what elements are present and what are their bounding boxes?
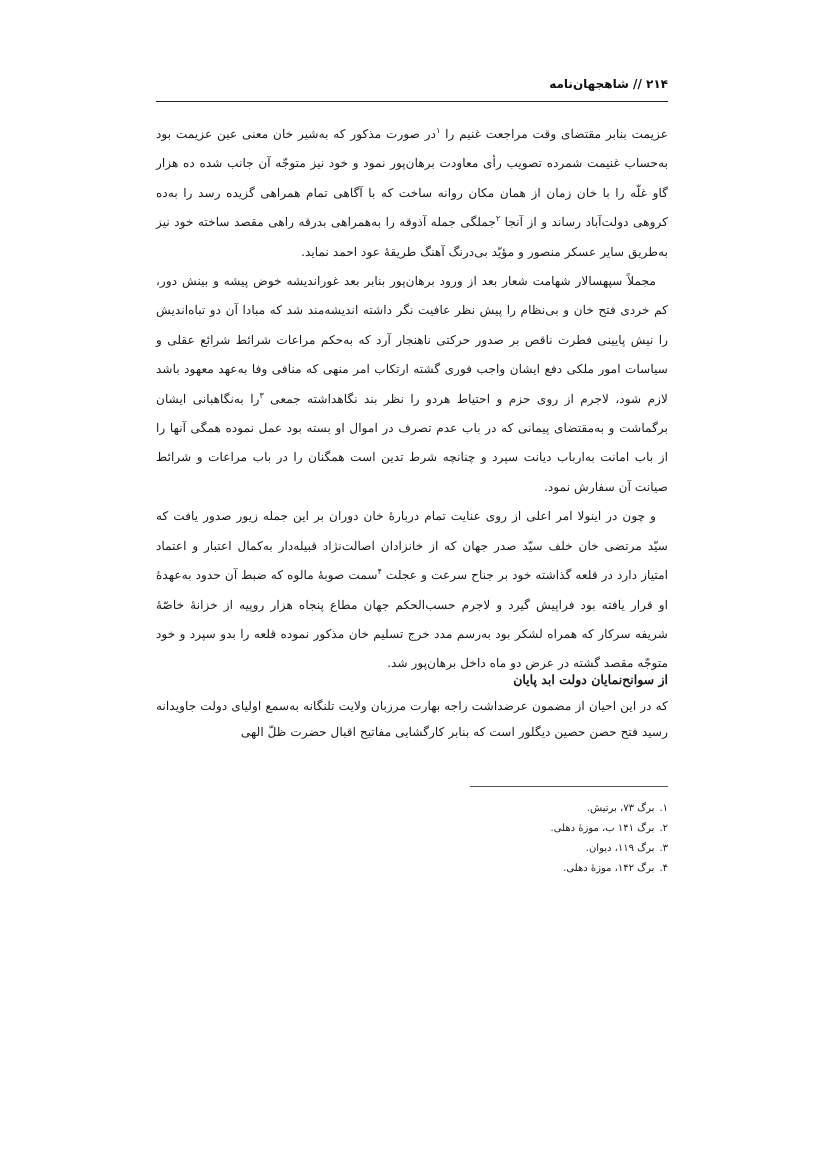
footnote-ref-1[interactable]: ۱	[436, 125, 441, 135]
paragraph-2	[156, 267, 668, 502]
footnote-ref-2[interactable]: ۲	[495, 214, 501, 224]
footnote-item	[156, 799, 668, 819]
footnote-text: برگ ۷۳، برتیش.	[586, 803, 655, 814]
footnote-text: برگ ۱۱۹، دیوان.	[585, 843, 655, 854]
footnote-ref-4[interactable]: ۴	[377, 567, 382, 577]
section-heading: از سوانح‌نمایان دولت ابد پایان	[513, 672, 668, 687]
footnote-number: ۴.	[659, 863, 668, 874]
paragraph-3	[156, 502, 668, 678]
paragraph-2-text-a: مجملاً سپهسالار شهامت شعار بعد از ورود برهان‌پور بنابر بعد غوراندیشه خوض پیشه و بینش دور، کم خردی فتح خان و بی‌نظام را پیش نظر عافیت نگر داشته اندیشه‌مند شد که مبادا آن دو تباه‌اندیش را نیش پایینی فطرت ناقص بر صدور حرکتی ناهنجار آرد که به‌حکم مراعات شرائط شرائع عقلی و سیاسات امور ملکی دفع ایشان واجب فوری گشته ارتکاب امر منهی که منافی وفا به‌عهد معهود باشد لازم شود، لاجرم از روی حزم و احتیاط هردو را نظر بند نگاهداشته جمعی	[156, 274, 668, 406]
header-rule	[156, 101, 668, 102]
footnote-number: ۱.	[659, 803, 668, 814]
section-paragraph: که در این احیان از مضمون عرضداشت راجه بهارت مرزبان ولایت تلنگانه به‌سمع اولیای دولت جاویدانه رسید فتح حصن حصین دیگلور است که بنابر کارگشایی مفاتیح اقبال حضرت ظلّ الهی	[156, 699, 668, 739]
footnote-number: ۲.	[659, 823, 668, 834]
paragraph-1-text-c: جملگی جمله آذوقه را به‌همراهی بدرقه راهی مقصد ساخته خود نیز به‌طریق سایر عسکر منصور و مؤیّد بی‌درنگ آهنگ طریقهٔ عود احمد نماید.	[156, 215, 668, 259]
paragraph-1-text-b: در صورت مذکور که به‌شیر خان معنی عین عزیمت بود به‌حساب غنیمت شمرده تصویب رأی معاودت برهان‌پور نمود و خود نیز متوجّه آن جانب شده ده هزار گاو غلّه را با خان زمان از همان مکان روانه ساخت که با آگاهی تمام همراهی گزیده رسد را به‌ده کروهی دولت‌آباد رساند و از آنجا	[156, 127, 668, 230]
section-text	[156, 693, 668, 745]
footnote-rule	[470, 786, 668, 787]
footnote-number: ۳.	[659, 843, 668, 854]
running-head: ۲۱۴ // شاهجهان‌نامه	[549, 77, 668, 91]
footnote-text: برگ ۱۴۱ ب، موزهٔ دهلی.	[550, 823, 655, 834]
footnote-item	[156, 839, 668, 859]
paragraph-1	[156, 120, 668, 267]
footnote-ref-3[interactable]: ۳	[259, 390, 264, 400]
footnote-item	[156, 819, 668, 839]
paragraph-3-text-a: و چون در اینولا امر اعلی از روی عنایت تمام دربارهٔ خان دوران بر این جمله زیور صدور یافت که سیّد مرتضی خان خلف سیّد صدر جهان که از خانزادان اصالت‌نژاد قبیله‌دار به‌کمال اعتبار و اعتماد امتیاز دارد در قلعه گذاشته خود بر جناح سرعت و عجلت	[156, 509, 668, 583]
body-text	[156, 120, 668, 679]
footnotes-list	[156, 799, 668, 879]
footnote-item	[156, 859, 668, 879]
paragraph-3-text-b: سمت صوبهٔ مالوه که ضبط آن حدود به‌عهدهٔ او قرار یافته بود فراپیش گیرد و لاجرم حسب‌الحکم جهان مطاع پنجاه هزار روپیه از خزانهٔ خاصّهٔ شریفه سرکار که همراه لشکر بود به‌رسم مدد خرج تسلیم خان مذکور نموده قلعه را بدو سپرد و خود متوجّه مقصد گشته در عرض دو ماه داخل برهان‌پور شد.	[156, 568, 668, 671]
paragraph-1-text-a: عزیمت بنابر مقتضای وقت مراجعت غنیم را	[440, 127, 668, 141]
footnote-text: برگ ۱۴۲، موزهٔ دهلی.	[563, 863, 655, 874]
paragraph-2-text-b: را به‌نگاهبانی ایشان برگماشت و به‌مقتضای پیمانی که در باب عدم تصرف در اموال او بسته بود عمل نموده همگی آنها را از باب امانت به‌ارباب دیانت سپرد و چنانچه شرط تدین است همگنان را در باب مراعات و شرائط صیانت آن سفارش نمود.	[156, 391, 668, 494]
